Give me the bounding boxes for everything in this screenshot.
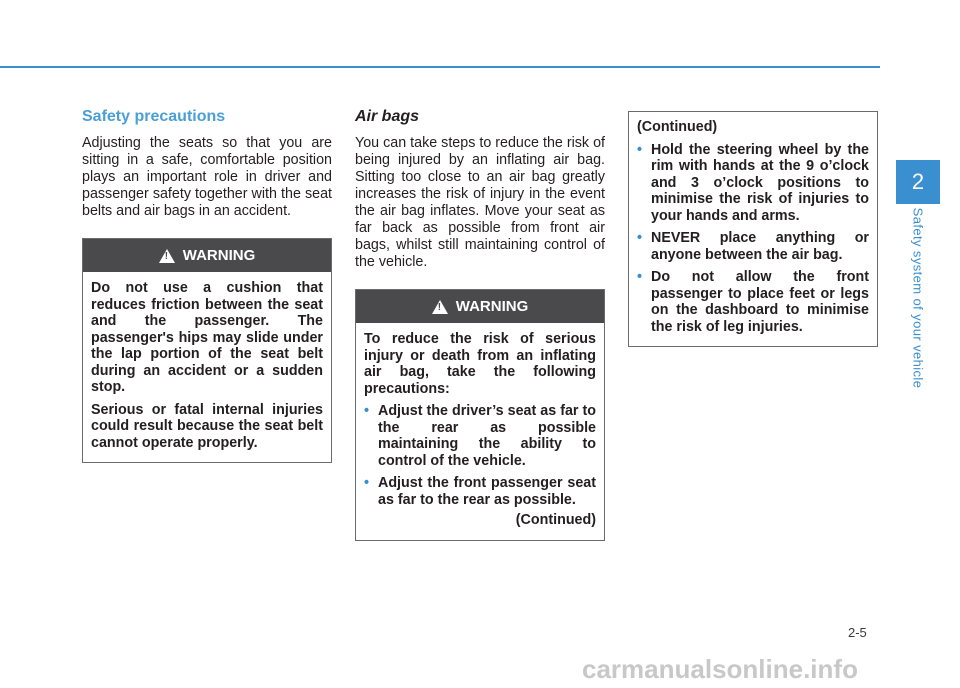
chapter-tab: 2 <box>896 160 940 204</box>
header-rule <box>0 66 880 68</box>
warning-box-cushion <box>82 238 332 463</box>
warning-triangle-icon: ! <box>159 249 175 263</box>
warning-label: WARNING <box>182 247 256 264</box>
warning-box-continued <box>628 111 878 347</box>
warning-paragraph: Serious or fatal internal injuries could result because the seat belt cannot operate properly. <box>91 401 323 451</box>
page-number: 2-5 <box>848 625 867 640</box>
warning-bullet: • Hold the steering wheel by the rim with hands at the 9 o’clock and 3 o’clock positions to minimise the risk of injuries to your hands and arms. <box>637 142 869 225</box>
column-safety-precautions <box>82 108 332 463</box>
column-air-bags <box>355 108 605 541</box>
chapter-label: Safety system of your vehicle <box>910 207 926 389</box>
warning-triangle-icon: ! <box>432 300 448 314</box>
section-title-air-bags: Air bags <box>355 108 420 125</box>
warning-bullet: • NEVER place anything or anyone between the air bag. <box>637 230 869 263</box>
air-bags-body: You can take steps to reduce the risk of being injured by an inflating air bag. Sitting too close to an air bag greatly increases the risk of injury in the event the air bag inflates. Move your seat as far back as possible from front air bags, whilst still maintaining control of the vehicle. <box>355 135 605 270</box>
warning-label: WARNING <box>455 298 529 315</box>
warning-body <box>629 112 877 346</box>
warning-intro: To reduce the risk of serious injury or death from an inflating air bag, take the following precautions: <box>364 331 596 397</box>
warning-header <box>356 290 604 323</box>
warning-body <box>356 323 604 540</box>
continued-label: (Continued) <box>515 512 596 528</box>
warning-bullet: • Do not allow the front passenger to place feet or legs on the dashboard to minimise the risk of leg injuries. <box>637 269 869 335</box>
watermark: carmanualsonline.info <box>582 654 858 684</box>
safety-precautions-body: Adjusting the seats so that you are sitting in a safe, comfortable position plays an important role in driver and passenger safety together with the seat belts and air bags in an accident. <box>82 135 332 219</box>
section-title-safety-precautions: Safety precautions <box>82 108 226 125</box>
continued-label: (Continued) <box>637 119 718 135</box>
warning-body <box>83 272 331 462</box>
warning-paragraph: Do not use a cushion that reduces friction between the seat and the passenger. The passenger's hips may slide under the lap portion of the seat belt during an accident or a sudden stop. <box>91 280 323 395</box>
warning-box-air-bag <box>355 289 605 541</box>
warning-bullet: • Adjust the driver’s seat as far to the rear as possible maintaining the ability to control of the vehicle. <box>364 403 596 469</box>
warning-bullet: • Adjust the front passenger seat as far to the rear as possible. <box>364 475 596 508</box>
column-continued <box>628 111 878 347</box>
warning-header <box>83 239 331 272</box>
